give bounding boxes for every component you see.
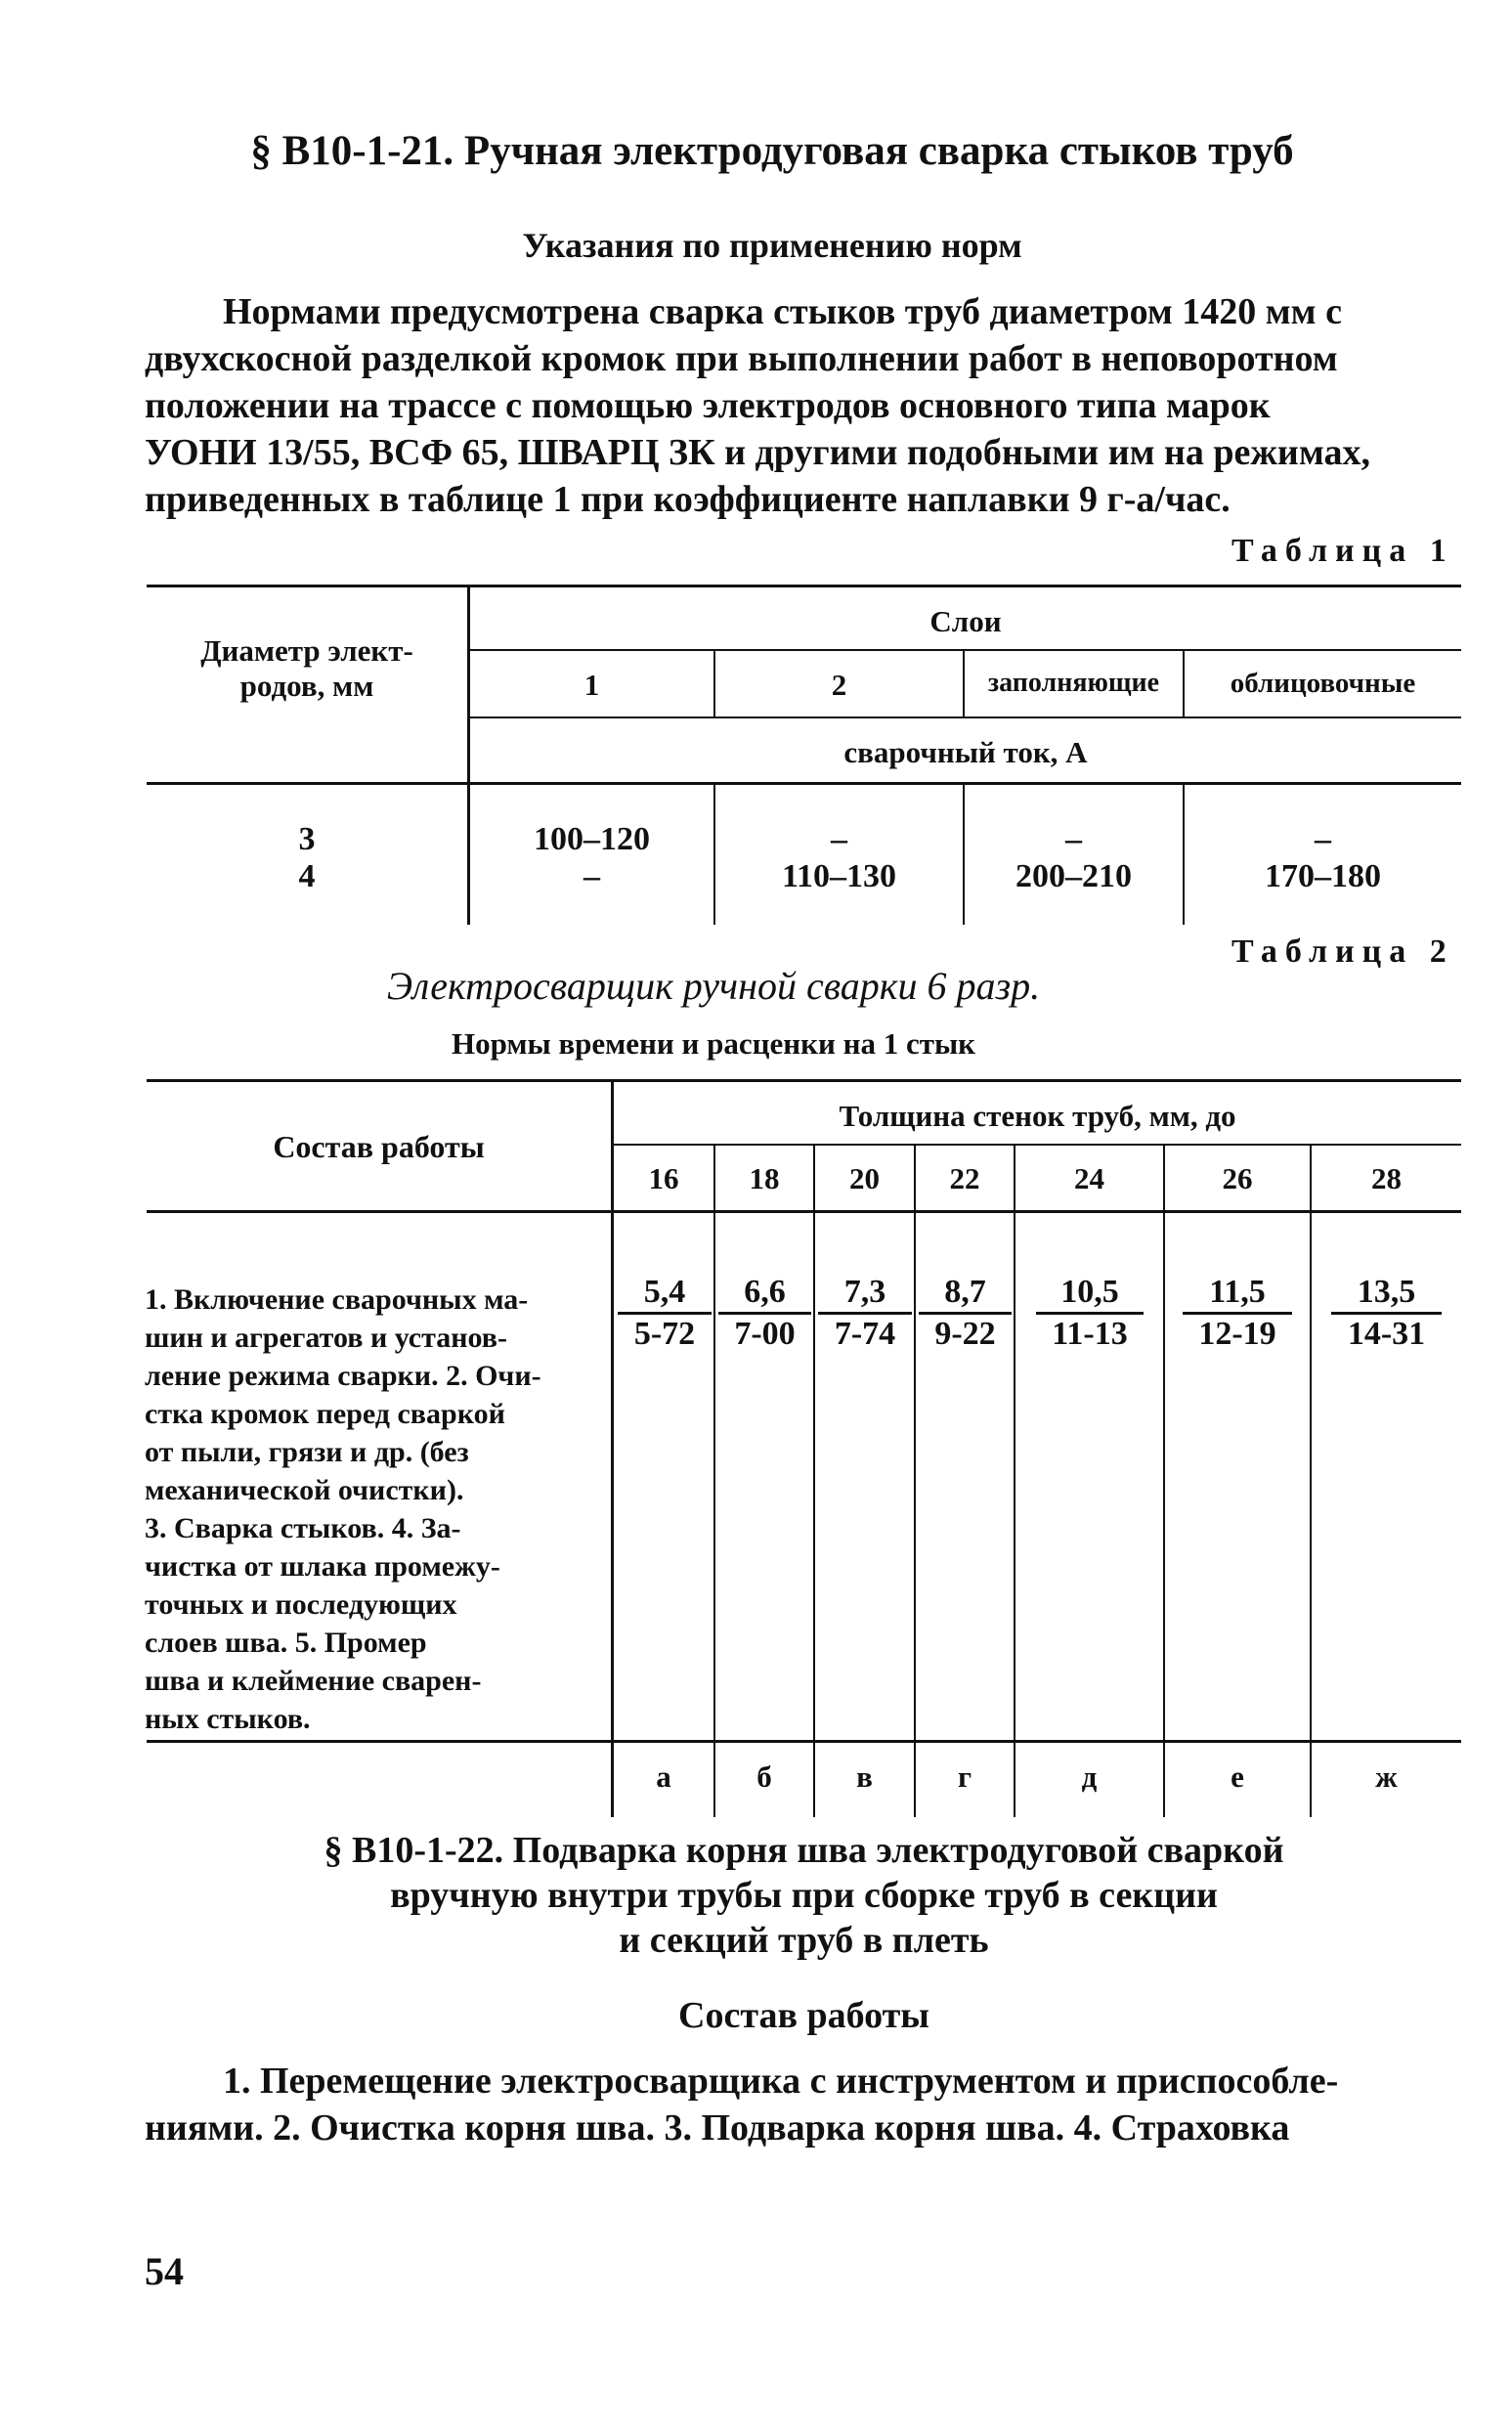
section-title: § В10-1-21. Ручная электродуговая сварка стыков труб — [250, 128, 1294, 174]
table1-layers-header: Слои — [929, 604, 1002, 638]
norm-cell — [818, 1273, 912, 1354]
norm-rate: 7-74 — [834, 1316, 896, 1352]
norm-time: 6,6 — [718, 1273, 811, 1315]
table2-vline — [713, 1146, 715, 1817]
paragraph-line: 1. Перемещение электросварщика с инструментом и приспособле- — [223, 2061, 1339, 2102]
table1-col-header: облицовочные — [1230, 668, 1416, 699]
table2-subcaption: Нормы времени и расценки на 1 стык — [451, 1026, 976, 1061]
table2-vline — [1310, 1146, 1312, 1817]
section2-subtitle: Состав работы — [678, 1995, 929, 2036]
table1-col-header: заполняющие — [987, 668, 1160, 698]
column-letter: а — [656, 1759, 671, 1794]
column-letter: в — [856, 1759, 873, 1794]
table1-header-rule — [147, 782, 1461, 785]
norm-rate: 11-13 — [1052, 1316, 1128, 1352]
work-line: от пыли, грязи и др. (без — [145, 1436, 469, 1468]
norm-rate: 5-72 — [633, 1316, 696, 1352]
work-line: ление режима сварки. 2. Очи- — [145, 1360, 541, 1392]
table1-top-rule — [147, 585, 1461, 587]
norm-cell — [718, 1273, 811, 1354]
table1-value: – — [1315, 821, 1331, 857]
table1-value: – — [831, 821, 847, 857]
table2-vline — [1163, 1146, 1165, 1817]
work-line: 3. Сварка стыков. 4. За- — [145, 1512, 461, 1544]
table1-value: 110–130 — [781, 858, 897, 894]
table1-label: Таблица 1 — [1231, 533, 1454, 569]
column-letter: б — [756, 1759, 772, 1794]
table2-col-header: 20 — [849, 1161, 880, 1195]
title-line: вручную внутри трубы при сборке труб в секции — [390, 1875, 1218, 1916]
column-letter: ж — [1375, 1759, 1398, 1794]
table1-diameter: 3 — [298, 821, 316, 857]
work-line: 1. Включение сварочных ма- — [145, 1283, 529, 1316]
norm-cell — [618, 1273, 712, 1354]
title-line: и секций труб в плеть — [619, 1920, 989, 1961]
norm-cell — [1036, 1273, 1144, 1354]
norm-time: 10,5 — [1036, 1273, 1144, 1315]
work-line: механической очистки). — [145, 1474, 464, 1506]
table2-col-header: 24 — [1074, 1161, 1104, 1195]
norm-time: 11,5 — [1183, 1273, 1292, 1315]
table2-col-header: 26 — [1222, 1161, 1253, 1195]
table2-col-header: 28 — [1371, 1161, 1402, 1195]
column-letter: г — [957, 1759, 972, 1794]
work-line: точных и последующих — [145, 1588, 457, 1621]
table1-diameter: 4 — [298, 858, 316, 894]
title-line: § В10-1-22. Подварка корня шва электродуговой сваркой — [324, 1830, 1284, 1871]
table2-caption: Электросварщик ручной сварки 6 разр. — [386, 964, 1041, 1008]
column-letter: е — [1231, 1759, 1244, 1794]
norm-time: 13,5 — [1331, 1273, 1442, 1315]
norm-rate: 14-31 — [1347, 1316, 1426, 1352]
table1-current-header: сварочный ток, А — [843, 735, 1088, 769]
work-line: шва и клеймение сварен- — [145, 1665, 482, 1697]
table2-bottom-rule — [147, 1740, 1461, 1743]
paragraph-line: двухскосной разделкой кромок при выполнении работ в неповоротном — [145, 338, 1338, 379]
work-line: чистка от шлака промежу- — [145, 1550, 500, 1583]
section2-title — [147, 1828, 1461, 1963]
work-line: ных стыков. — [145, 1703, 311, 1735]
table2-col-header: 18 — [749, 1161, 780, 1195]
norm-time: 8,7 — [919, 1273, 1012, 1315]
work-line: слоев шва. 5. Промер — [145, 1627, 427, 1659]
norm-cell — [1183, 1273, 1292, 1354]
table1-value: – — [583, 858, 600, 894]
norm-rate: 7-00 — [734, 1316, 796, 1352]
paragraph-line: приведенных в таблице 1 при коэффициенте наплавки 9 г-а/час. — [145, 479, 1231, 520]
page-number: 54 — [145, 2249, 184, 2293]
table2-hline — [614, 1144, 1461, 1146]
table2-top-rule — [147, 1079, 1461, 1082]
work-line: шин и агрегатов и установ- — [145, 1322, 507, 1354]
table1-col-header: 2 — [831, 668, 847, 702]
table2-vline — [914, 1146, 916, 1817]
section-subtitle: Указания по применению норм — [522, 226, 1022, 265]
table1-hline — [470, 716, 1461, 718]
norm-rate: 9-22 — [934, 1316, 996, 1352]
table2-label: Таблица 2 — [1231, 933, 1454, 970]
table2-work-description — [145, 1281, 594, 1738]
table1-col-header: 1 — [583, 668, 600, 702]
intro-paragraph — [145, 288, 1454, 523]
column-letter: д — [1081, 1759, 1098, 1794]
table1-value: 200–210 — [1015, 858, 1132, 894]
table2-col-header: 22 — [949, 1161, 980, 1195]
header-line: Диаметр элект- — [200, 633, 413, 668]
norm-time: 7,3 — [818, 1273, 912, 1315]
paragraph-line: Нормами предусмотрена сварка стыков труб диаметром 1420 мм с — [223, 291, 1342, 332]
paragraph-line: ниями. 2. Очистка корня шва. 3. Подварка корня шва. 4. Страховка — [145, 2107, 1290, 2149]
work-line: стка кромок перед сваркой — [145, 1398, 505, 1430]
norm-rate: 12-19 — [1198, 1316, 1276, 1352]
paragraph-line: УОНИ 13/55, ВСФ 65, ШВАРЦ ЗК и другими подобными им на режимах, — [145, 432, 1370, 473]
section2-paragraph — [145, 2058, 1454, 2151]
table2-header-rule — [147, 1210, 1461, 1213]
table2-thickness-header: Толщина стенок труб, мм, до — [839, 1099, 1236, 1133]
table2-col-header: 16 — [648, 1161, 679, 1195]
table2-work-header: Состав работы — [273, 1129, 485, 1164]
table2-vline — [813, 1146, 815, 1817]
table1-value: – — [1065, 821, 1082, 857]
norm-cell — [1331, 1273, 1442, 1354]
table1-value: 170–180 — [1265, 858, 1381, 894]
norm-time: 5,4 — [618, 1273, 712, 1315]
norm-cell — [919, 1273, 1012, 1354]
header-line: родов, мм — [239, 669, 374, 703]
table1-hline — [470, 649, 1461, 651]
paragraph-line: положении на трассе с помощью электродов основного типа марок — [145, 385, 1271, 426]
table1-diameter-header — [147, 633, 467, 704]
table2-vline — [1014, 1146, 1015, 1817]
table1-value: 100–120 — [534, 821, 650, 857]
